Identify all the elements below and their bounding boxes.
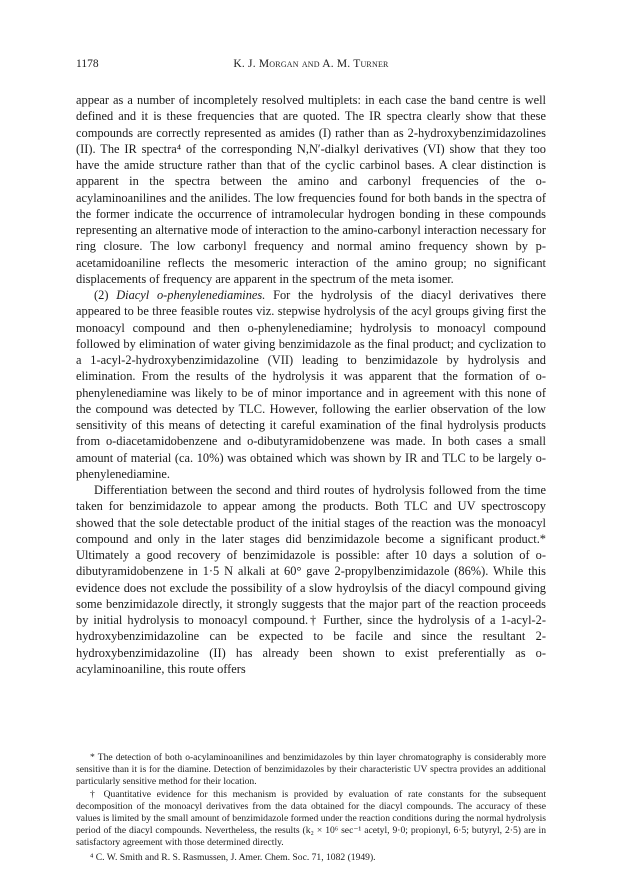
reference-4: ⁴ C. W. Smith and R. S. Rasmussen, J. Amer. Chem. Soc. 71, 1082 (1949). [90, 851, 376, 863]
page-number: 1178 [76, 58, 99, 70]
paragraph-differentiation: Differentiation between the second and third routes of hydrolysis followed from the time taken for benzimidazole to appear among the products. Both TLC and UV spectroscopy showed that the sole detectable product of the initial stages of the reaction was the monoacyl compound and only in the later stages did benzimidazole become a significant product.* Ultimately a good recovery of benzimidazole is possible: after 10 days a solution of o-dibutyramidobenzene in 1·5 N alkali at 60° gave 2-propylbenzimidazole (86%). While this evidence does not exclude the possibility of a slow hydroylsis of the diacyl compound giving some benzimidazole directly, it strongly suggests that the major part of the reaction proceeds by initial hydrolysis to monoacyl compound.† Further, since the hydrolysis of a 1-acyl-2-hydroxybenzimidazoline can be expected to be facile and since the resultant 2-hydroxybenzimidazoline (II) has already been shown to exist preferentially as o-acylaminoaniline, this route offers [76, 483, 546, 676]
main-text [76, 92, 546, 677]
paragraph-diacyl [76, 287, 546, 482]
section-number: (2) [94, 288, 109, 302]
section-heading: Diacyl o-phenylenediamines. [116, 288, 266, 302]
footnotes [76, 752, 546, 864]
footnote-asterisk: * The detection of both o-acylaminoanilines and benzimidazoles by thin layer chromatography is considerably more sensitive than it is for the diamine. Detection of benzimidazoles by their characteristic UV spectra provides an additional particularly sensitive method for their location. [76, 752, 546, 788]
paragraph-ir-spectra: appear as a number of incompletely resolved multiplets: in each case the band centre is well defined and it is these frequencies that are quoted. The IR spectra clearly show that these compounds are correctly represented as amides (I) rather than as 2-hydroxybenzimidazolines (II). The IR spectra⁴ of the corresponding N,N′-dialkyl derivatives (VI) show that they too have the amide structure rather than that of the cyclic carbinol bases. A clear distinction is apparent in the spectra between the amino and carbonyl frequencies of the o-acylaminoanilines and the anilides. The low frequencies found for both bands in the spectra of the former indicate the occurrence of intramolecular hydrogen bonding in these compounds representing an alternative mode of interaction to the amino-carbonyl interaction necessary for ring closure. The low carbonyl frequency and normal amino frequency shown by p-acetamidoaniline reflects the mesomeric interaction of the amino group; no significant displacements of frequency are apparent in the spectrum of the meta isomer. [76, 93, 546, 286]
running-head: K. J. Morgan and A. M. Turner [233, 58, 389, 70]
paragraph-diacyl-text: For the hydrolysis of the diacyl derivatives there appeared to be three feasible routes viz. stepwise hydrolysis of the acyl groups giving first the monoacyl compound and then o-phenylenediamine; hydrolysis to monoacyl compound followed by elimination of water giving benzimidazole as the final product; and cyclization to a 1-acyl-2-hydroxybenzimidazoline (VII) leading to benzimidazole by hydrolysis and elimination. From the results of the hydrolysis it was apparent that the formation of o-phenylenediamine was likely to be of minor importance and in agreement with this none of the compound was detected by TLC. However, following the earlier observation of the low sensitivity of this means of detecting it careful examination of the final hydrolysis products from o-diacetamidobenzene and o-dibutyramidobenzene was made. In both cases a small amount of material (ca. 10%) was obtained which was shown by IR and TLC to be largely o-phenylenediamine. [76, 288, 546, 481]
footnote-dagger: † Quantitative evidence for this mechanism is provided by evaluation of rate constants for the subsequent decomposition of the monoacyl derivatives from the data obtained for the diacyl compounds. The accuracy of these values is limited by the small amount of benzimidazole formed under the reaction conditions during the normal hydrolysis period of the diacyl compounds. Nevertheless, the results (k₂ × 10⁶ sec⁻¹ acetyl, 9·0; propionyl, 6·5; butyryl, 2·5) are in satisfactory agreement with those determined directly. [76, 788, 546, 849]
page-header [76, 58, 546, 74]
